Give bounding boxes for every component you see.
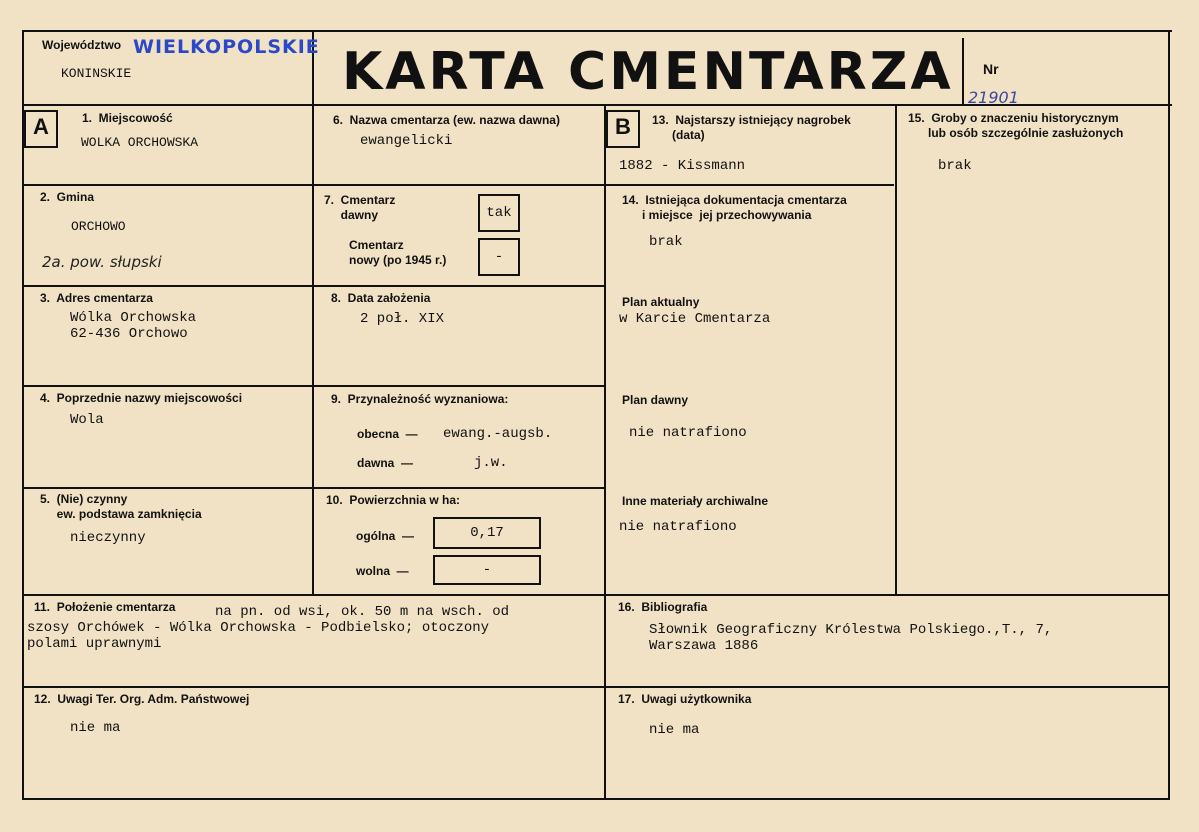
field-5-label: 5. (Nie) czynny ew. podstawa zamknięcia [40, 492, 202, 521]
field-12-label: 12. Uwagi Ter. Org. Adm. Państwowej [34, 692, 250, 706]
rule [314, 184, 604, 186]
field-3-value: Wólka Orchowska 62-436 Orchowo [70, 310, 197, 342]
old-plan-label: Plan dawny [622, 393, 689, 407]
field-9-current-label: obecna — [357, 427, 418, 441]
rule [22, 30, 1172, 32]
rule [22, 798, 1168, 800]
current-plan-value: w Karcie Cmentarza [619, 311, 771, 327]
field-9-former-label: dawna — [357, 456, 414, 470]
field-2-value: ORCHOWO [71, 219, 126, 234]
section-b-letter: B [615, 114, 631, 139]
rule [1168, 30, 1170, 800]
field-2-label: 2. Gmina [40, 190, 95, 204]
old-plan-value: nie natrafiono [629, 425, 747, 441]
old-cemetery-value: tak [486, 205, 512, 221]
field-10-total-label: ogólna — [356, 529, 414, 543]
field-16-label: 16. Bibliografia [618, 600, 708, 614]
field-13-value: 1882 - Kissmann [619, 158, 746, 174]
new-cemetery-box [478, 238, 520, 276]
total-area-box [433, 517, 541, 549]
rule [22, 184, 312, 186]
field-7-label: 7. Cmentarz dawny [324, 193, 396, 222]
field-11-label: 11. Położenie cmentarza [34, 600, 176, 614]
rule [22, 487, 312, 489]
voivodeship-value: KONINSKIE [61, 66, 132, 81]
field-17-label: 17. Uwagi użytkownika [618, 692, 752, 706]
rule [314, 385, 604, 387]
field-4-label: 4. Poprzednie nazwy miejscowości [40, 391, 243, 405]
field-4-value: Wola [70, 412, 104, 428]
field-7-new-label: Cmentarz nowy (po 1945 r.) [349, 238, 447, 267]
other-materials-label: Inne materiały archiwalne [622, 494, 769, 508]
field-16-value: Słownik Geograficzny Królestwa Polskiego.,T., 7, Warszawa 1886 [649, 622, 1053, 654]
field-8-value: 2 poł. XIX [360, 311, 445, 327]
section-a-marker [24, 110, 58, 148]
rule [606, 184, 894, 186]
field-11-value-rest: szosy Orchówek - Wólka Orchowska - Podbielsko; otoczony polami uprawnymi [27, 620, 490, 652]
field-6-label: 6. Nazwa cmentarza (ew. nazwa dawna) [333, 113, 560, 127]
field-1-label: 1. Miejscowość [82, 111, 173, 125]
field-6-value: ewangelicki [360, 133, 453, 149]
voivodeship-label: Województwo [42, 38, 122, 52]
field-10-free-label: wolna — [356, 564, 409, 578]
rule [22, 385, 312, 387]
page-title: KARTA CMENTARZA [342, 42, 954, 102]
field-13-label: 13. Najstarszy istniejący nagrobek (data) [652, 113, 851, 142]
field-11-value-line1: na pn. od wsi, ok. 50 m na wsch. od [215, 604, 510, 620]
section-a-letter: A [33, 114, 49, 139]
field-9-label: 9. Przynależność wyznaniowa: [331, 392, 509, 406]
field-17-value: nie ma [649, 722, 700, 738]
field-14-label: 14. Istniejąca dokumentacja cmentarza i miejsce jej przechowywania [622, 193, 847, 222]
field-9-current-value: ewang.-augsb. [443, 426, 553, 442]
field-5-value: nieczynny [70, 530, 146, 546]
number-label: Nr [983, 61, 999, 77]
new-cemetery-value: - [494, 249, 504, 265]
rule [314, 285, 604, 287]
field-2a-note: 2a. pow. słupski [42, 253, 162, 271]
field-8-label: 8. Data założenia [331, 291, 431, 305]
rule [314, 487, 604, 489]
voivodeship-stamp: WIELKOPOLSKIE [133, 36, 320, 58]
free-area-value: - [482, 562, 492, 578]
field-1-value: WOLKA ORCHOWSKA [81, 135, 199, 150]
free-area-box [433, 555, 541, 585]
field-12-value: nie ma [70, 720, 121, 736]
rule [895, 104, 897, 594]
field-3-label: 3. Adres cmentarza [40, 291, 153, 305]
rule [312, 30, 314, 594]
rule [22, 285, 312, 287]
old-cemetery-box [478, 194, 520, 232]
total-area-value: 0,17 [470, 525, 504, 541]
rule [962, 38, 964, 104]
rule [22, 594, 1168, 596]
number-value: 21901 [968, 88, 1019, 107]
rule [604, 104, 606, 800]
rule [22, 686, 1168, 688]
field-10-label: 10. Powierzchnia w ha: [326, 493, 461, 507]
field-14-value: brak [649, 234, 683, 250]
current-plan-label: Plan aktualny [622, 295, 700, 309]
field-9-former-value: j.w. [474, 455, 508, 471]
field-15-value: brak [938, 158, 972, 174]
section-b-marker [606, 110, 640, 148]
field-15-label: 15. Groby o znaczeniu historycznym lub osób szczególnie zasłużonych [908, 111, 1124, 140]
other-materials-value: nie natrafiono [619, 519, 737, 535]
